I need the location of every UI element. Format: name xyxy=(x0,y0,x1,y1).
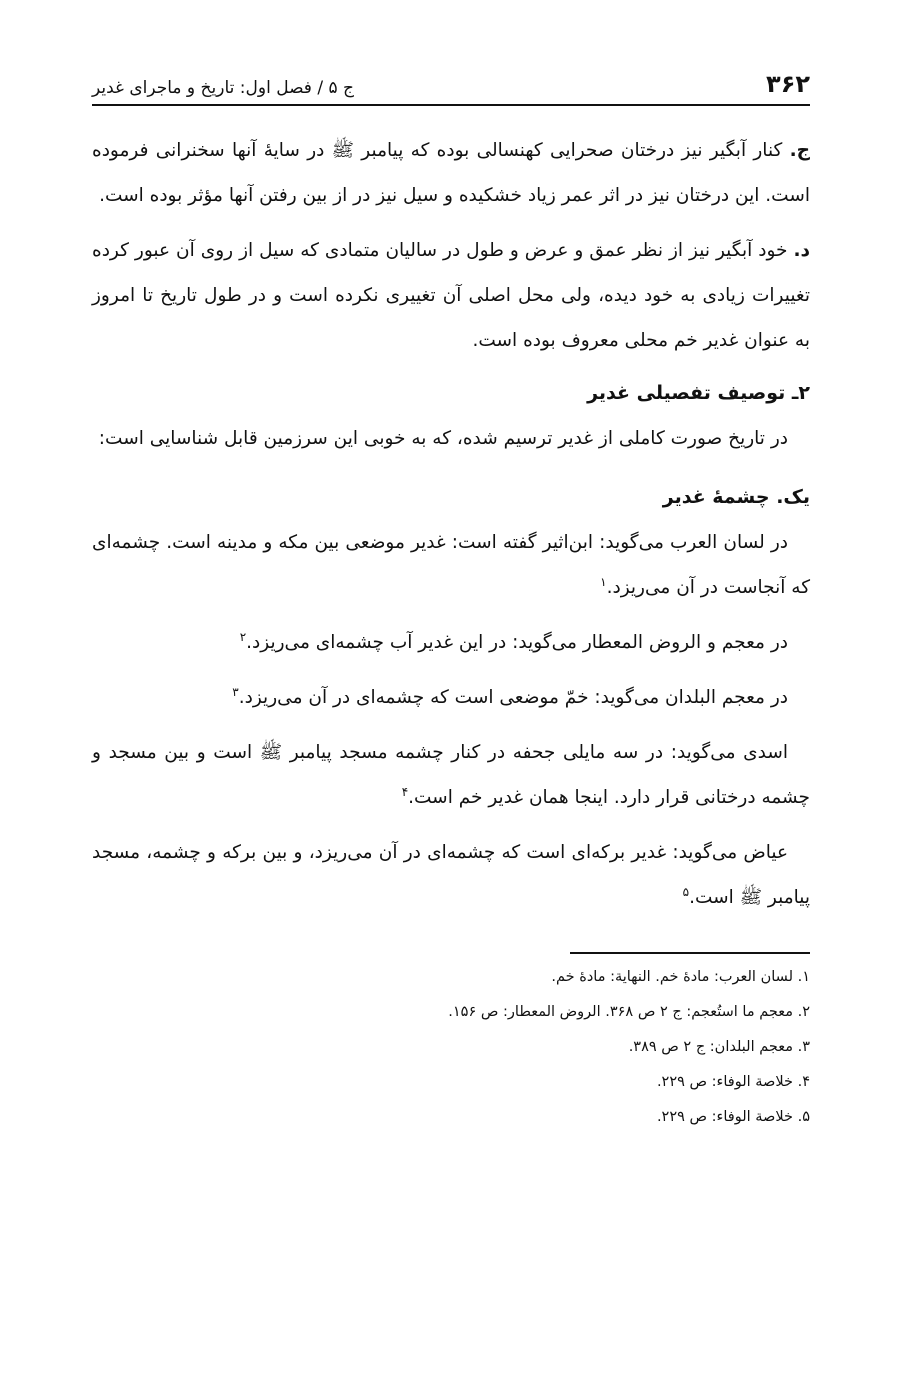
section-heading: ۲ـ توصیف تفصیلی غدیر xyxy=(587,382,810,404)
section-intro: در تاریخ صورت کاملی از غدیر ترسیم شده، که به خوبی این سرزمین قابل شناسایی است: xyxy=(98,428,788,449)
paragraph-text: در معجم البلدان می‌گوید: خمّ موضعی است که چشمه‌ای در آن می‌ریزد. xyxy=(238,687,788,708)
paragraph-buldan xyxy=(92,675,810,720)
paragraph-iyad xyxy=(92,830,810,920)
paragraph-text: خود آبگیر نیز از نظر عمق و عرض و طول در سالیان متمادی که سیل از روی آن عبور کرده تغییرات زیادی به خود دیده، ولی محل اصلی آن تغییری نکرده است و در طول تاریخ تا امروز به عنوان غدیر خم محلی معروف بوده است. xyxy=(92,240,810,351)
footnote-3: ۳. معجم البلدان: ج ۲ ص ۳۸۹. xyxy=(628,1039,810,1055)
footnote-divider xyxy=(570,952,810,954)
page-number: ۳۶۲ xyxy=(766,70,810,98)
paragraph-lisan xyxy=(92,520,810,610)
paragraph-mujam xyxy=(92,620,810,665)
footnote-ref: ۱ xyxy=(600,574,607,589)
book-page xyxy=(92,58,810,1358)
footnote-ref: ۲ xyxy=(239,629,247,644)
footnote-ref: ۵ xyxy=(682,884,690,899)
footnotes xyxy=(92,960,810,1135)
footnote-4: ۴. خلاصة الوفاء: ص ۲۲۹. xyxy=(656,1074,810,1090)
paragraph-text: در معجم و الروض المعطار می‌گوید: در این غدیر آب چشمه‌ای می‌ریزد. xyxy=(246,632,788,653)
paragraph-text: اسدی می‌گوید: در سه مایلی جحفه در کنار چشمه مسجد پیامبر ﷺ است و بین مسجد و چشمه درختانی قرار دارد. اینجا همان غدیر خم است. xyxy=(92,742,810,808)
paragraph-text: در لسان العرب می‌گوید: ابن‌اثیر گفته است: غدیر موضعی بین مکه و مدینه است. چشمه‌ای که آنجاست در آن می‌ریزد. xyxy=(92,532,810,598)
footnote-2: ۲. معجم ما استُعجم: ج ۲ ص ۳۶۸. الروض المعطار: ص ۱۵۶. xyxy=(448,1004,810,1020)
running-head: ج ۵ / فصل اول: تاریخ و ماجرای غدیر xyxy=(92,78,355,98)
footnote-5: ۵. خلاصة الوفاء: ص ۲۲۹. xyxy=(656,1109,810,1125)
paragraph-label: د. xyxy=(793,240,810,261)
footnote-ref: ۳ xyxy=(232,684,239,699)
subsection-heading: یک. چشمهٔ غدیر xyxy=(662,486,810,508)
paragraph-text: عیاض می‌گوید: غدیر برکه‌ای است که چشمه‌ای در آن می‌ریزد، و بین برکه و چشمه، مسجد پیامبر ﷺ است. xyxy=(92,842,810,908)
paragraph-text: کنار آبگیر نیز درختان صحرایی کهنسالی بوده که پیامبر ﷺ در سایهٔ آنها سخنرانی فرموده است. این درختان نیز در اثر عمر زیاد خشکیده و سیل نیز در از بین رفتن آنها مؤثر بوده است. xyxy=(92,140,810,206)
footnote-1: ۱. لسان العرب: مادهٔ خم. النهایة: مادهٔ خم. xyxy=(551,969,810,985)
paragraph-label: ج. xyxy=(789,140,810,161)
paragraph-d xyxy=(92,228,810,363)
paragraph-asadi xyxy=(92,730,810,820)
page-header xyxy=(92,58,810,106)
paragraph-c xyxy=(92,128,810,218)
page-body xyxy=(92,128,810,920)
footnote-ref: ۴ xyxy=(401,784,409,799)
